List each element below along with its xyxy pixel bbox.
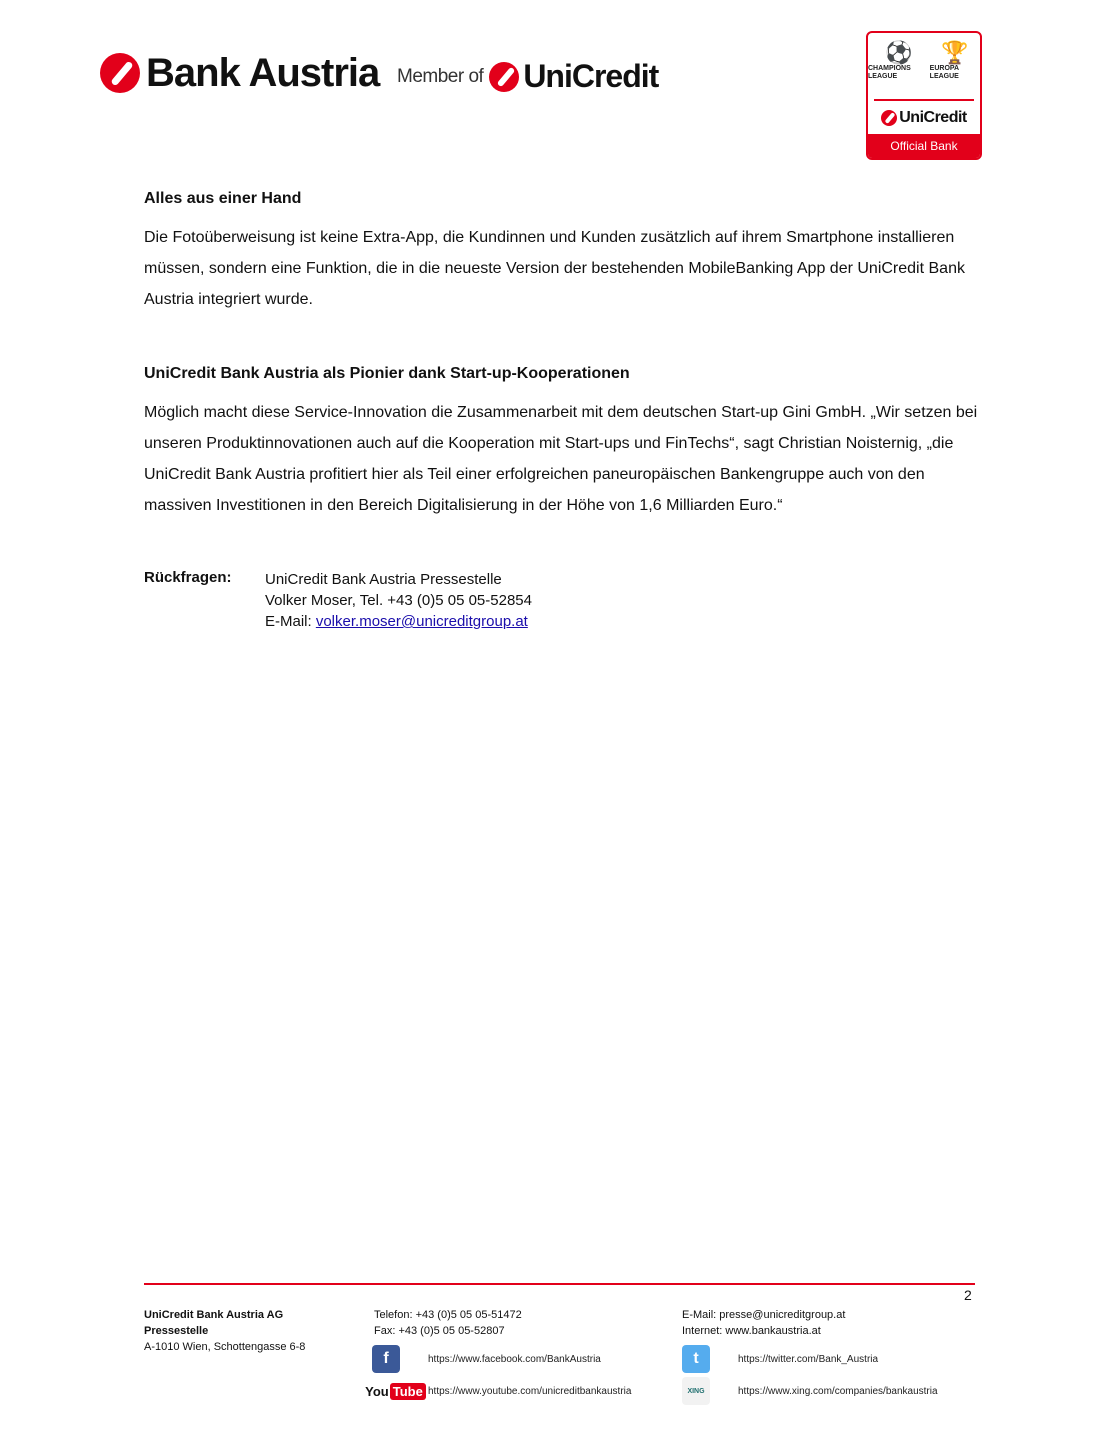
section-paragraph: Die Fotoüberweisung ist keine Extra-App, die Kundinnen und Kunden zusätzlich auf ihrem Smartphone installieren müssen, sondern eine Funktion, die in die neueste Version der bestehenden MobileBanking App der UniCredit Bank Austria integriert wurde. — [144, 229, 965, 308]
champions-league-logo — [868, 41, 930, 99]
badge-unicredit: UniCredit — [899, 109, 967, 126]
unicredit-swoosh-icon — [100, 53, 140, 93]
contact-email-line — [265, 611, 532, 632]
youtube-icon[interactable]: You Tube — [372, 1377, 418, 1405]
youtube-link[interactable] — [365, 1377, 632, 1405]
section-heading: Alles aus einer Hand — [144, 190, 302, 207]
footer-divider — [144, 1283, 975, 1285]
europa-league-label: EUROPA LEAGUE — [929, 65, 959, 80]
unicredit-swoosh-icon — [489, 62, 519, 92]
page-number: 2 — [964, 1287, 972, 1303]
footer-internet: Internet: www.bankaustria.at — [682, 1325, 821, 1337]
xing-link[interactable] — [682, 1377, 938, 1405]
trophy-icon: 🏆 — [941, 40, 969, 65]
contact-label: Rückfragen: — [144, 569, 232, 586]
department: Pressestelle — [144, 1325, 209, 1337]
xing-icon[interactable]: XING — [682, 1377, 710, 1405]
facebook-icon[interactable]: f — [372, 1345, 400, 1373]
email-prefix: E-Mail: — [265, 613, 316, 630]
fax: Fax: +43 (0)5 05 05-52807 — [374, 1325, 505, 1337]
europa-league-logo — [930, 41, 980, 99]
footer-online — [682, 1307, 845, 1339]
twitter-url[interactable]: https://twitter.com/Bank_Austria — [738, 1353, 879, 1365]
twitter-link[interactable] — [682, 1345, 878, 1373]
section-heading: UniCredit Bank Austria als Pionier dank Start-up-Kooperationen — [144, 365, 630, 382]
contact-line: Volker Moser, Tel. +43 (0)5 05 05-52854 — [265, 592, 532, 609]
section-paragraph: Möglich macht diese Service-Innovation die Zusammenarbeit mit dem deutschen Start-up Gini GmbH. „Wir setzen bei unseren Produktinnovationen auch auf die Kooperation mit Start-ups und FinTechs“, sagt Christian Noisternig, „die UniCredit Bank Austria profitiert hier als Teil einer erfolgreichen paneuropäischen Bankengruppe auch von den massiven Investitionen in den Bereich Digitalisierung in der Höhe von 1,6 Milliarden Euro.“ — [144, 404, 978, 514]
twitter-icon[interactable]: t — [682, 1345, 710, 1373]
footer-phone — [374, 1307, 522, 1339]
member-of-label: Member of — [397, 65, 484, 87]
official-bank-label: Official Bank — [868, 134, 980, 158]
member-of-unicredit — [397, 58, 658, 95]
contact-email-link[interactable]: volker.moser@unicreditgroup.at — [315, 613, 528, 630]
official-bank-badge — [866, 31, 982, 160]
footer-email: E-Mail: presse@unicreditgroup.at — [682, 1309, 846, 1321]
bank-austria-logo — [100, 50, 379, 96]
contact-block — [265, 569, 532, 632]
brand-name: Bank Austria — [146, 50, 380, 95]
facebook-url[interactable]: https://www.facebook.com/BankAustria — [428, 1353, 601, 1365]
company-name: UniCredit Bank Austria AG — [144, 1309, 284, 1321]
footer-company — [144, 1307, 305, 1355]
xing-url[interactable]: https://www.xing.com/companies/bankaustria — [738, 1385, 938, 1397]
champions-league-label: CHAMPIONS LEAGUE — [868, 65, 911, 80]
youtube-url[interactable]: https://www.youtube.com/unicreditbankaustria — [428, 1385, 632, 1397]
facebook-link[interactable] — [372, 1345, 601, 1373]
ball-icon: ⚽ — [885, 40, 913, 65]
unicredit-swoosh-icon — [881, 110, 897, 126]
address: A-1010 Wien, Schottengasse 6-8 — [144, 1341, 306, 1353]
unicredit-name: UniCredit — [523, 58, 659, 94]
phone: Telefon: +43 (0)5 05 05-51472 — [374, 1309, 522, 1321]
contact-line: UniCredit Bank Austria Pressestelle — [265, 571, 502, 588]
